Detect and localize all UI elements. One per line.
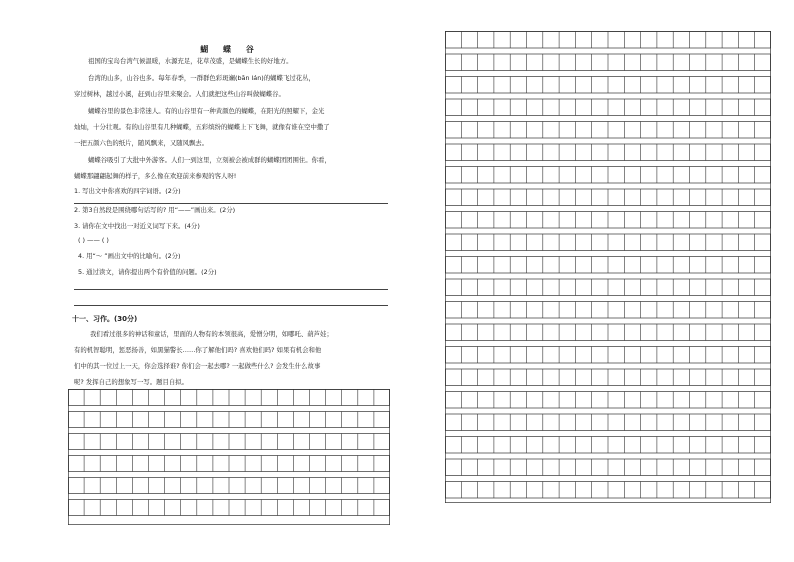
answer-line[interactable] [74, 289, 388, 290]
grid-lines [445, 31, 771, 503]
passage-line: 蝴蝶谷里的景色非常迷人。有的山谷里有一种黄颜色的蝴蝶，在阳光的照耀下，金光 [88, 107, 325, 115]
writing-prompt-line: 有的机智聪明，惩恶扬善，如黑猫警长……你了解他们吗? 喜欢他们吗? 如果有机会和他 [74, 346, 322, 354]
passage-line: 蝴蝶那翩翩起舞的样子，多么像在欢迎前来参观的客人呀! [74, 172, 237, 180]
question-4: 4. 用“～ ”画出文中的比喻句。(2分) [78, 252, 181, 260]
passage-line: 穿过树林，越过小溪，赶到山谷里来聚会。人们就把这些山谷叫做蝴蝶谷。 [74, 90, 285, 98]
page-title: 蝴 蝶 谷 [200, 45, 260, 54]
writing-heading: 十一、习作。(30分) [72, 315, 138, 323]
composition-grid-left[interactable] [68, 389, 390, 525]
passage-line: 蝴蝶谷吸引了大批中外游客。人们一到这里，立刻被会被成群的蝴蝶团团围住。你看， [88, 156, 331, 164]
writing-prompt-line: 我们看过很多的神话和童话，里面的人物有的本领很高，爱憎分明，如哪吒、葫芦娃； [90, 330, 333, 338]
question-3-blank[interactable]: ( ) —— ( ) [78, 236, 109, 244]
writing-prompt-line: 们中的其一位过上一天，你会选择谁? 你们会一起去哪? 一起做些什么? 会发生什么故事 [74, 362, 321, 370]
passage-line: 灿灿，十分壮观。有的山谷里有几种蝴蝶，五彩缤纷的蝴蝶上下飞舞，就像有谁在空中撒了 [74, 123, 330, 131]
answer-line[interactable] [74, 305, 388, 306]
passage-line: 祖国的宝岛台湾气候温暖，水源充足，花草茂盛，是蝴蝶生长的好地方。 [88, 57, 293, 65]
question-3: 3. 请你在文中找出一对近义词写下来。(4分) [74, 222, 200, 230]
writing-prompt-line: 呢? 发挥自己的想象写一写。题目自拟。 [74, 378, 189, 386]
passage-line: 一把五颜六色的纸片，随风飘来，又随风飘去。 [74, 139, 209, 147]
passage-line: 台湾的山多，山谷也多。每年春季，一群群色彩斑斓(bān lán)的蝴蝶飞过花丛， [88, 74, 315, 82]
question-2: 2. 第3自然段是围绕哪句话写的? 用“——”画出来。(2分) [74, 206, 236, 214]
question-1: 1. 写出文中你喜欢的四字词语。(2分) [74, 187, 181, 195]
grid-lines [68, 389, 390, 525]
composition-grid-right[interactable] [445, 31, 771, 503]
question-5: 5. 通过读文，请你提出两个有价值的问题。(2分) [78, 268, 217, 276]
answer-line[interactable] [74, 203, 388, 204]
